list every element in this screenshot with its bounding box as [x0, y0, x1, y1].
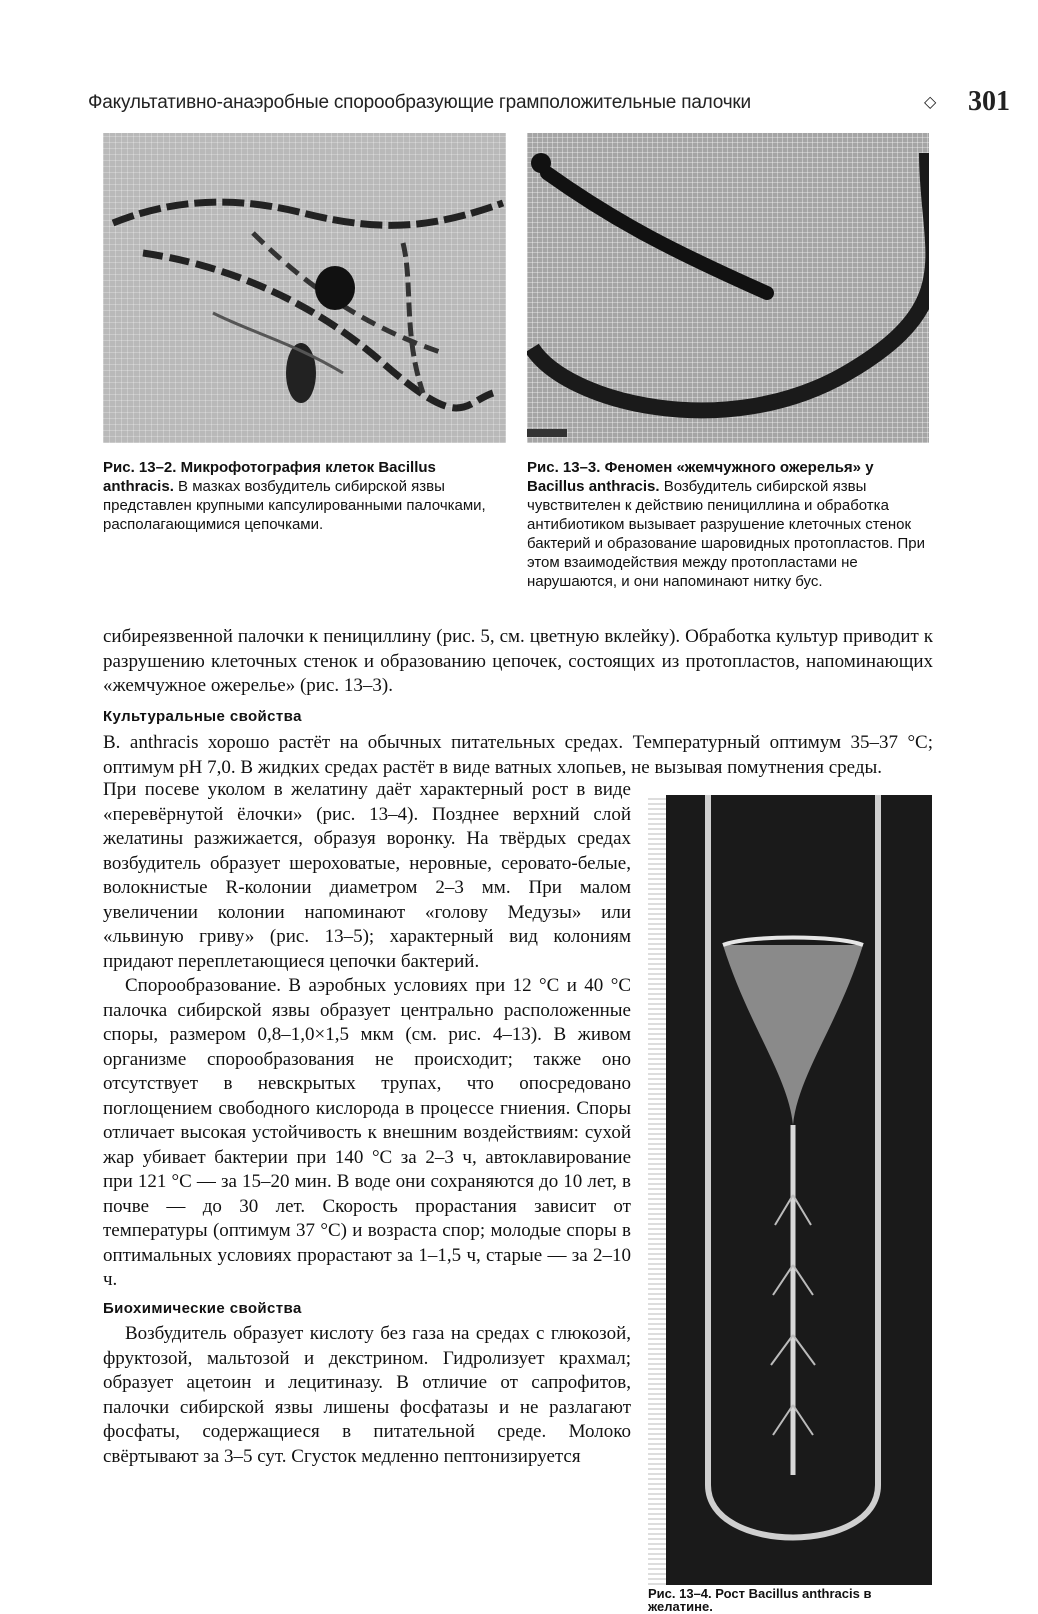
figure-13-2-micrograph [103, 133, 506, 443]
paragraph-cultural-growth: B. anthracis хорошо растёт на обычных питательных средах. Температурный оптимум 35–37 °С; оптимум pH 7,0. В жидких средах растёт в виде ватных хлопьев, не вызывая помутнения среды. [103, 732, 933, 778]
paragraph-biochemical: Возбудитель образует кислоту без газа на средах с глюкозой, фруктозой, мальтозой и декстрином. Гидролизует крахмал; образует ацетоин и лецитиназу. В отличие от сапрофитов, палочки сибирской язвы лишены фосфатазы и не разлагают фосфаты, содержащиеся в питательной среде. Молоко свёртывают за 3–5 сут. Сгусток медленно пептонизируется [103, 1323, 631, 1467]
section-heading-cultural: Культуральные свойства [103, 708, 302, 725]
running-header [88, 86, 1010, 122]
paragraph-sporulation: Спорообразование. В аэробных условиях при 12 °С и 40 °С палочка сибирской язвы образует центрально расположенные споры, размером 0,8–1,0×1,5 мкм (см. рис. 4–13). В живом организме спорообразования не происходит; также оно отсутствует в невскрытых трупах, что опосредовано поглощением свободного кислорода в процессе гниения. Споры отличает высокая устойчивость к внешним воздействиям: сухой жар убивает бактерии при 140 °С за 2–3 ч, автоклавирование при 121 °С — за 15–20 мин. В воде они сохраняются до 10 лет, в почве — до 30 лет. Скорость прорастания зависит от температуры (оптимум 37 °С) и возраста спор; молодые споры в оптимальных условиях прорастают за 1–1,5 ч, старые — за 2–10 ч. [103, 975, 631, 1290]
diamond-separator-icon: ◇ [924, 94, 937, 111]
caption-text: В мазках возбудитель сибирской язвы представлен крупными капсулированными палочками, располагающимися цепочками. [103, 478, 486, 533]
running-title: Факультативно-анаэробные спорообразующие грамположительные палочки [88, 92, 751, 113]
caption-label: Рис. 13–2. Микрофотография клеток Bacillus anthracis. [103, 459, 436, 495]
gelatin-tube-image [648, 795, 932, 1576]
section-heading-biochemical: Биохимические свойства [103, 1300, 302, 1317]
micrograph-image [103, 133, 506, 443]
paragraph-penicillin: сибиреязвенной палочки к пенициллину (рис. 5, см. цветную вклейку). Обработка культур приводит к разрушению клеточных стенок и образованию цепочек, состоящих из протопластов, напоминающих «жемчужное ожерелье» (рис. 13–3). [103, 626, 933, 696]
pearl-necklace-image [527, 133, 929, 443]
caption-figure-13-2 [103, 458, 503, 534]
paragraph-gelatin-growth: При посеве уколом в желатину даёт характерный рост в виде «перевёрнутой ёлочки» (рис. 13–4). Позднее верхний слой желатины разжижается, образуя воронку. На твёрдых средах возбудитель образует шероховатые, неровные, серовато-белые, волокнистые R-колонии диаметром 2–3 мм. При малом увеличении колонии напоминают «голову Медузы» или «львиную гриву» (рис. 13–5); характерный вид колониям придают переплетающиеся цепочки бактерий. [103, 779, 631, 972]
caption-figure-13-3 [527, 458, 932, 591]
page-number: 301 [968, 86, 1010, 117]
text-column-left [103, 778, 631, 1293]
caption-figure-13-4 [648, 1587, 935, 1613]
figure-13-4-gelatin-tube [648, 795, 932, 1585]
caption-label: Рис. 13–4. Рост Bacillus anthracis в желатине. [648, 1586, 872, 1614]
figure-13-3-pearl-necklace [527, 133, 929, 443]
caption-label: Рис. 13–3. Феномен «жемчужного ожерелья» у Bacillus anthracis. [527, 459, 874, 495]
caption-text: Возбудитель сибирской язвы чувствителен к действию пенициллина и обработка антибиотиком вызывает разрушение клеточных стенок бактерий и образование шаровидных протопластов. При этом взаимодействия между протопластами не нарушаются, и они напоминают нитку бус. [527, 478, 925, 590]
